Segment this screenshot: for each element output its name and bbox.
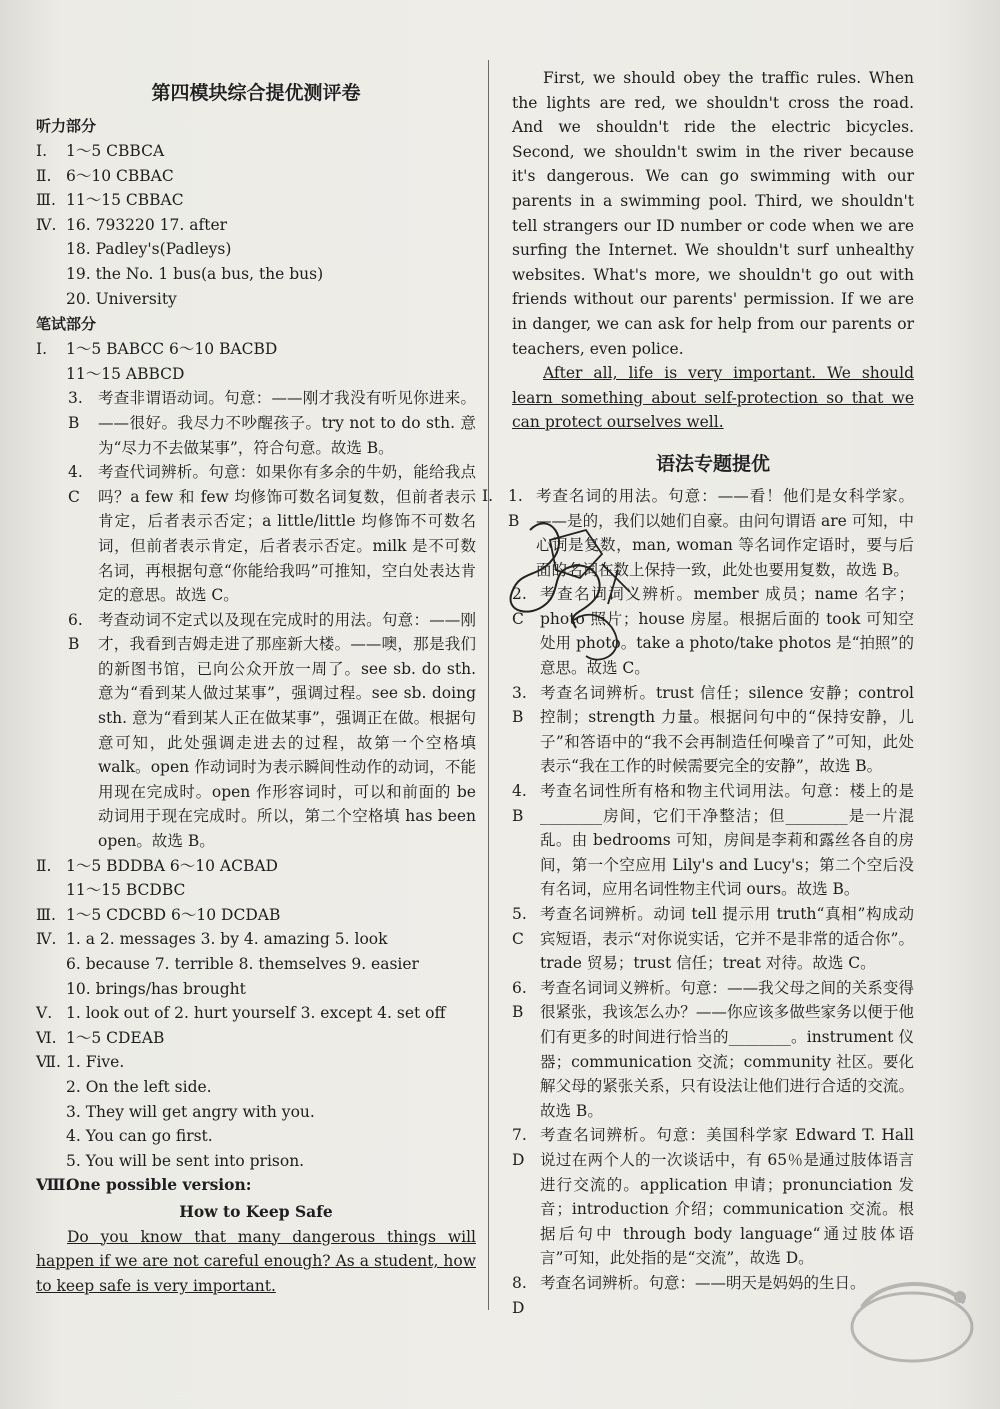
- answer-row: Ⅶ. 1. Five.: [36, 1053, 125, 1072]
- explanation-item: Ⅰ. 1. B 考查名词的用法。句意：——看！他们是女科学家。——是的，我们以她们自豪。由问句谓语 are 可知，中心词是复数，man, woman 等名词作定语时，要与后面的名词在数上保持一致，此处也要用复数，故选 B。: [482, 486, 914, 579]
- explanation-item: 6. B 考查名词词义辨析。句意：——我父母之间的关系变得很紧张，我该怎么办？——你应该多做些家务以便于他们有更多的时间进行恰当的________。instrument 仪器；communication 交流；community 社区。要化解父母的紧张关系，只有设法让他们进行合适的交流。故选 B。: [512, 978, 914, 1120]
- answer-line: 5. You will be sent into prison.: [66, 1151, 305, 1170]
- answer-row: Ⅰ. 1～5 BABCC 6～10 BACBD: [36, 340, 278, 359]
- explanation-item: 3. B 考查名词辨析。trust 信任；silence 安静；control 控制；strength 力量。根据问句中的“保持安静，儿子”和答语中的“我不会再制造任何噪音了”可知，此处表示“我在工作的时候需要完全的安静”，故选 B。: [512, 683, 914, 776]
- explanation-item: 4. B 考查名词性所有格和物主代词用法。句意：楼上的是________房间，它们干净整洁；但________是一片混乱。由 bedrooms 可知，房间是李莉和露丝各自的房间，第一个空应用 Lily's and Lucy's；第二个空后没有名词，应用名词性物主代词 ours。故选 B。: [512, 782, 914, 899]
- answer-line: 11～15 BCDBC: [66, 881, 186, 900]
- answer-row: Ⅱ. 1～5 BDDBA 6～10 ACBAD: [36, 856, 278, 875]
- answer-line: 19. the No. 1 bus(a bus, the bus): [66, 264, 324, 283]
- answer-line: 11～15 ABBCD: [66, 364, 185, 383]
- explanation-item: 3. B 考查非谓语动词。句意：——刚才我没有听见你进来。——很好。我尽力不吵醒孩子。try not to do sth. 意为“尽力不去做某事”，符合句意。故选 B。: [68, 389, 476, 457]
- essay-paragraph: Do you know that many dangerous things will happen if we are not careful enough? As a student, how to keep safe is very important.: [36, 1227, 476, 1295]
- answer-row: Ⅳ. 16. 793220 17. after: [36, 215, 228, 234]
- answer-line: 10. brings/has brought: [66, 979, 246, 998]
- answer-row: Ⅷ. One possible version:: [36, 1175, 252, 1195]
- answer-line: 6. because 7. terrible 8. themselves 9. easier: [66, 955, 419, 973]
- essay-paragraph: After all, life is very important. We should learn something about self-protection so that we can protect ourselves well.: [512, 364, 914, 432]
- answer-line: 20. University: [66, 289, 177, 308]
- answer-row: Ⅴ. 1. look out of 2. hurt yourself 3. except 4. set off: [36, 1004, 446, 1023]
- answer-line: 18. Padley's(Padleys): [66, 240, 232, 259]
- column-divider: [488, 60, 489, 1310]
- explanation-item: 6. B 考查动词不定式以及现在完成时的用法。句意：——刚才，我看到吉姆走进了那座新大楼。——噢，那是我们的新图书馆，已向公众开放一周了。see sb. do sth. 意为“看到某人做过某事”，强调过程。see sb. doing sth. 意为“看到某人正在做某事”，强调正在做。根据句意可知，此处强调走进去的过程，故第一个空格填 walk。open 作动词时为表示瞬间性动作的动词，不能用现在完成时。open 作形容词时，可以和前面的 be 动词用于现在完成时。所以，第二个空格填 has been open。故选 B。: [68, 610, 476, 851]
- answer-row: Ⅰ. 1～5 CBBCA: [36, 142, 165, 160]
- essay-paragraph: First, we should obey the traffic rules. When the lights are red, we shouldn't cross the road. And we shouldn't ride the electric bicycles. Second, we shouldn't swim in the river because it's dangerous. We can go swimming with our parents in a swimming pool. Third, we shouldn't tell strangers our ID number or code when we are surfing the Internet. We shouldn't surf unhealthy websites. What's more, we shouldn't go out with friends without our parents' permission. If we are in danger, we can ask for help from our parents or teachers, even police.: [512, 69, 914, 358]
- answer-row: Ⅱ. 6～10 CBBAC: [36, 166, 174, 185]
- explanation-item: 4. C 考查代词辨析。句意：如果你有多余的牛奶，能给我点吗？a few 和 few 均修饰可数名词复数，但前者表示肯定，后者表示否定；a little/little 均修饰不可数名词，但前者表示肯定，后者表示否定。milk 是不可数名词，再根据句意“你能给我吗”可推知，空白处表达肯定的意思。故选 C。: [68, 463, 476, 605]
- watermark-logo: [842, 1267, 982, 1387]
- written-header: 笔试部分: [36, 315, 97, 334]
- answer-row: Ⅵ. 1～5 CDEAB: [36, 1028, 165, 1047]
- handwriting-scribble: [490, 500, 640, 680]
- page-title: 第四模块综合提优测评卷: [151, 82, 361, 104]
- essay-title: How to Keep Safe: [179, 1201, 333, 1221]
- right-column: [482, 66, 914, 1320]
- explanation-item: 8. D 考查名词辨析。句意：——明天是妈妈的生日。: [512, 1273, 866, 1317]
- answer-line: 4. You can go first.: [66, 1127, 213, 1146]
- answer-line: 2. On the left side.: [66, 1077, 212, 1096]
- explanation-item: 2. C 考查名词词义辨析。member 成员；name 名字；photo 照片；house 房屋。根据后面的 took 可知空处用 photo。take a photo/take photos 是“拍照”的意思。故选 C。: [512, 585, 914, 678]
- answer-row: Ⅳ. 1. a 2. messages 3. by 4. amazing 5. look: [36, 930, 388, 949]
- answer-row: Ⅲ. 1～5 CDCBD 6～10 DCDAB: [36, 905, 281, 924]
- answer-line: 3. They will get angry with you.: [66, 1102, 315, 1121]
- explanation-item: 7. D 考查名词辨析。句意：美国科学家 Edward T. Hall 说过在两个人的一次谈话中，有 65％是通过肢体语言进行交流的。application 申请；pronunciation 发音；introduction 介绍；communication 交流。根据后句中 through body language“通过肢体语言”可知，此处指的是“交流”，故选 D。: [512, 1126, 914, 1268]
- listening-header: 听力部分: [36, 117, 97, 135]
- answer-row: Ⅲ. 11～15 CBBAC: [36, 191, 184, 210]
- left-column: [36, 76, 476, 1298]
- section-title: 语法专题提优: [655, 452, 770, 475]
- explanation-item: 5. C 考查名词辨析。动词 tell 提示用 truth“真相”构成动宾短语，表示“对你说实话，它并不是非常的适合你”。trade 贸易；trust 信任；treat 对待。故选 C。: [512, 905, 914, 973]
